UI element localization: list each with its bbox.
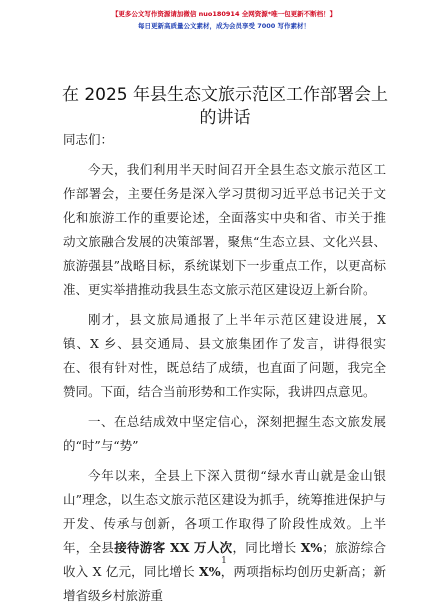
- section-heading-1: 一、在总结成效中坚定信心，深刻把握生态文旅发展的“时”与“势”: [63, 414, 386, 453]
- paragraph-text: 今年以来，全县上下深入贯彻“绿水青山就是金山银山”理念，以生态文旅示范区建设为抓手，统筹推进保护与开发、传承与创新，各项工作取得了阶段性成效。上半年，全县: [63, 468, 386, 555]
- visitor-count: 接待游客 XX 万人次: [114, 540, 233, 555]
- greeting: 同志们：: [63, 132, 114, 147]
- paragraph-intro: 今天，我们利用半天时间召开全县生态文旅示范区工作部署会，主要任务是深入学习贯彻习近平总书记关于文化和旅游工作的重要论述，全面落实中央和省、市关于推动文旅融合发展的决策部署，聚焦“生态立县、文化兴县、旅游强县”战略目标，系统谋划下一步重点工作，以更高标准、更实举措推动我县生态文旅示范区建设迈上新台阶。: [63, 162, 386, 297]
- paragraph-text: ，两项指标均创历史新高；新增省级乡村旅游重: [63, 564, 386, 603]
- paragraph-achievements: [63, 464, 386, 608]
- document-body: [63, 128, 386, 614]
- document-title: 在 2025 年县生态文旅示范区工作部署会上的讲话: [61, 85, 389, 128]
- revenue-growth: X%: [199, 564, 221, 579]
- visitor-growth: X%: [300, 540, 323, 555]
- page-number: 1: [221, 556, 227, 566]
- paragraph-text: ，同比增长: [232, 540, 301, 555]
- promo-banner-line1: 【更多公文写作资源请加微信 nuo180914 全网资源*唯一包更新不断档！】: [111, 10, 337, 18]
- paragraph-text: ；旅游综合收入 X 亿元，同比增长: [63, 540, 386, 579]
- promo-banner-line2: 每日更新高质量公文素材，成为会员享受 7000 写作素材！: [137, 22, 311, 30]
- paragraph-remarks: 刚才，县文旅局通报了上半年示范区建设进展，X 镇、X 乡、县交通局、县文旅集团作了发言，讲得很实在、很有针对性，既总结了成绩，也直面了问题，我完全赞同。下面，结合当前形势和工作实际，我讲四点意见。: [63, 312, 386, 399]
